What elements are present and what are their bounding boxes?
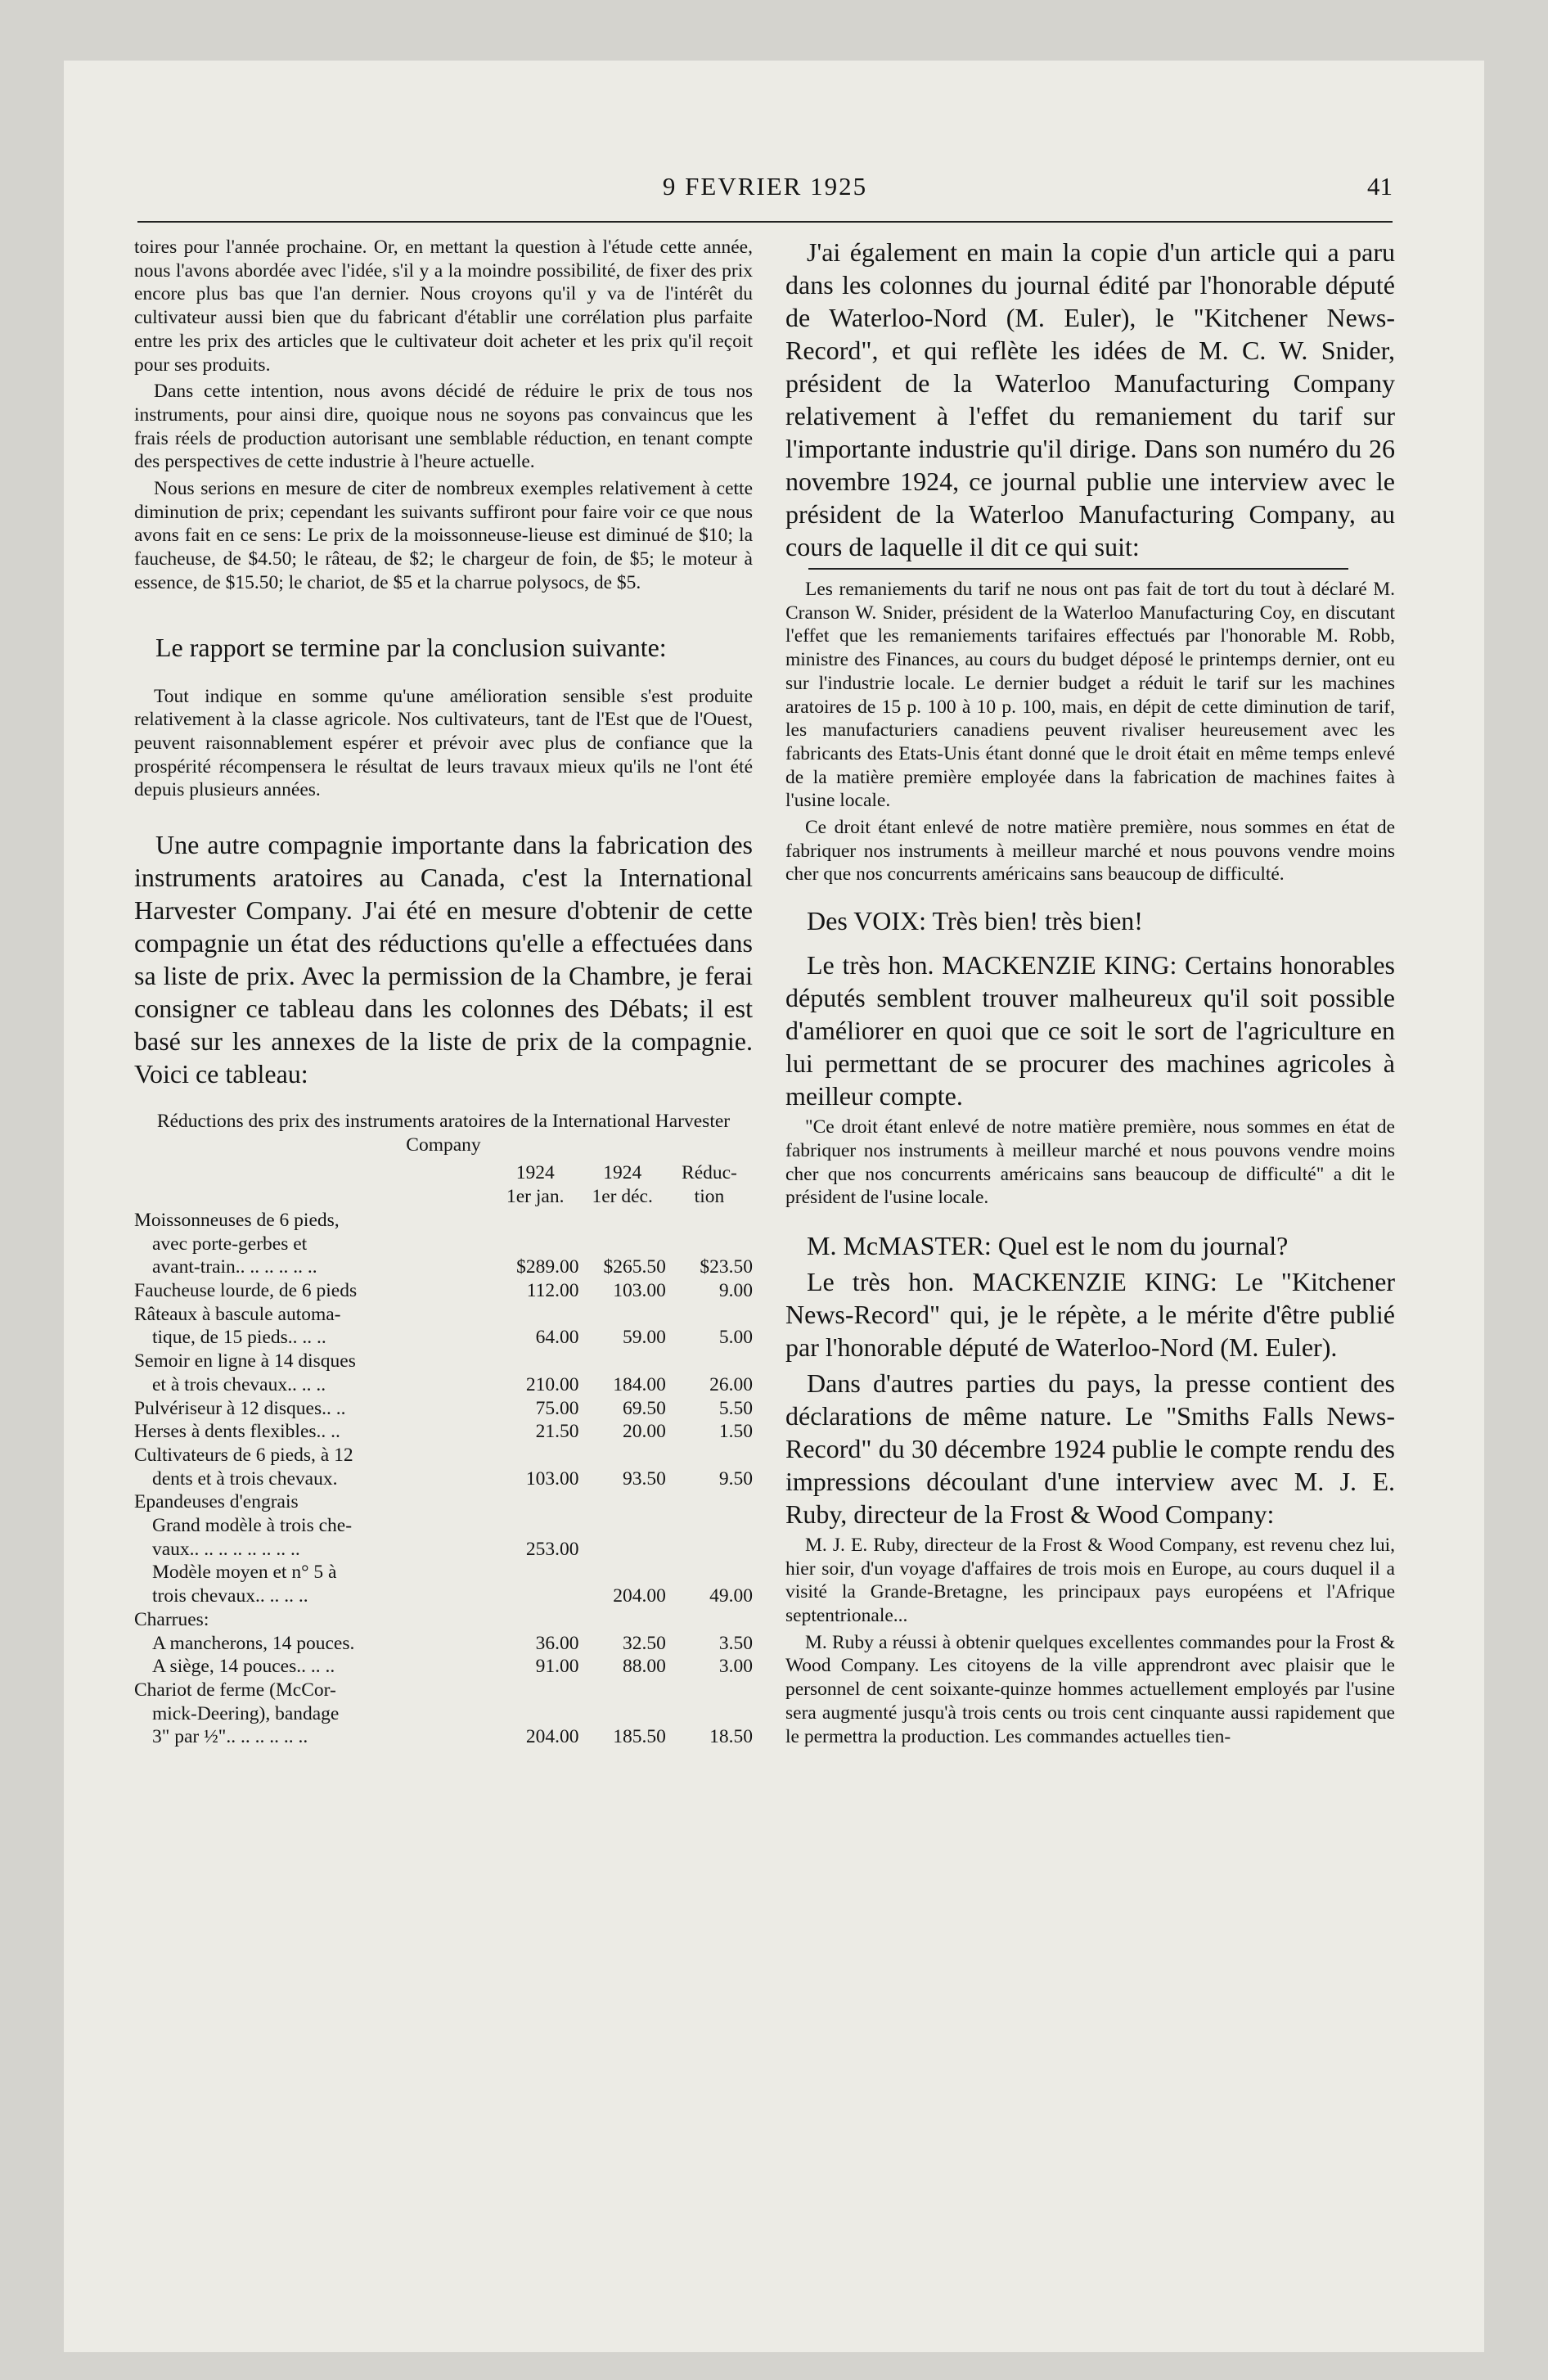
- table-body: [134, 1209, 753, 1749]
- table-cell-item: mick-Deering), bandage: [152, 1702, 340, 1724]
- table-cell-item: Râteaux à bascule automa-: [134, 1303, 341, 1325]
- right-paragraph-1: J'ai également en main la copie d'un article qui a paru dans les colonnes du journal édité par l'honorable député de Waterloo-Nord (M. Euler), le "Kitchener News-Record", et qui reflète les idées de M. C. W. Snider, président de la Waterloo Manufacturing Company relativement à l'effet du remaniement du tarif sur l'importante industrie qu'il dirige. Dans son numéro du 26 novembre 1924, ce journal publie une interview avec le président de la Waterloo Manufacturing Company, au cours de laquelle il dit ce qui suit:: [785, 237, 1395, 561]
- table-row: [134, 1373, 753, 1397]
- table-row: [134, 1279, 753, 1303]
- table-cell-value: [666, 1209, 753, 1233]
- table-row: [134, 1608, 753, 1632]
- table-header-row: [134, 1161, 753, 1208]
- table-row: [134, 1561, 753, 1584]
- table-cell-value: $23.50: [700, 1256, 753, 1278]
- table-cell-value: [666, 1514, 753, 1538]
- table-cell-value: 88.00: [623, 1656, 666, 1678]
- table-cell-value: 3.00: [718, 1656, 753, 1678]
- table-cell-item: 3" par ½".. .. .. .. .. ..: [152, 1726, 308, 1748]
- table-cell-value: 253.00: [525, 1538, 579, 1560]
- table-cell-item: Chariot de ferme (McCor-: [134, 1679, 336, 1701]
- table-cell-value: 5.00: [718, 1327, 753, 1349]
- table-cell-value: [492, 1561, 578, 1584]
- table-cell-value: 184.00: [613, 1373, 666, 1395]
- table-header-reduction: [666, 1161, 753, 1208]
- table-cell-value: 59.00: [623, 1327, 666, 1349]
- table-header-blank: [134, 1161, 492, 1208]
- table-row: [134, 1538, 753, 1562]
- table-cell-value: 5.50: [718, 1397, 753, 1419]
- table-row: [134, 1420, 753, 1444]
- table-cell-value: [666, 1702, 753, 1726]
- table-cell-item: Moissonneuses de 6 pieds,: [134, 1209, 340, 1231]
- right-paragraph-mcmaster: M. McMASTER: Quel est le nom du journal?: [807, 1230, 1289, 1260]
- table-cell-item: vaux.. .. .. .. .. .. .. ..: [152, 1538, 300, 1560]
- table-cell-value: [666, 1561, 753, 1584]
- table-cell-value: 75.00: [535, 1397, 579, 1419]
- left-paragraph-3: Nous serions en mesure de citer de nombreux exemples relativement à cette diminution de prix; cependant les suivants suffiront pour faire voir ce que nous avons fait en ce sens: Le prix de la moissonneuse-lieuse est diminué de $10; la faucheuse, de $4.50; le râteau, de $2; le chargeur de foin, de $5; le moteur à essence, de $15.50; le chariot, de $5 et la charrue polysocs, de $5.: [134, 478, 753, 593]
- table-cell-value: [492, 1233, 578, 1256]
- table-cell-item: trois chevaux.. .. .. ..: [152, 1585, 308, 1607]
- spacer: [134, 1093, 753, 1105]
- right-quote-4: M. J. E. Ruby, directeur de la Frost & Wood Company, est revenu chez lui, hier soir, d'un voyage d'affaires de trois mois en Europe, au cours duquel il a visité la Grande-Bretagne, les principaux pays européens et l'Afrique septentrionale...: [785, 1534, 1395, 1627]
- page-number: 41: [1367, 172, 1393, 201]
- table-row: [134, 1702, 753, 1726]
- table-cell-value: 26.00: [709, 1373, 753, 1395]
- table-cell-item: Faucheuse lourde, de 6 pieds: [134, 1279, 358, 1301]
- table-cell-item: et à trois chevaux.. .. ..: [152, 1373, 326, 1395]
- table-cell-value: 36.00: [535, 1632, 579, 1654]
- table-row: [134, 1584, 753, 1608]
- table-cell-value: 204.00: [613, 1585, 666, 1607]
- table-cell-item: dents et à trois chevaux.: [152, 1467, 338, 1490]
- table-row: [134, 1444, 753, 1467]
- table-cell-value: [578, 1561, 665, 1584]
- header-dec-date: 1er déc.: [592, 1186, 653, 1208]
- table-cell-value: 103.00: [613, 1279, 666, 1301]
- right-column: [785, 236, 1395, 2319]
- right-quote-1: Les remaniements du tarif ne nous ont pas fait de tort du tout à déclaré M. Cranson W. Snider, président de la Waterloo Manufacturing Coy, en discutant l'effet que les remaniements tarifaires effectués par l'honorable M. Robb, ministre des Finances, au cours du budget déposé le printemps dernier, ont eu sur l'industrie locale. Le dernier budget a réduit le tarif sur les machines aratoires de 15 p. 100 à 10 p. 100, mais, en dépit de cette diminution de tarif, les manufacturiers canadiens peuvent rivaliser heureusement avec les fabricants des Etats-Unis étant donné que le droit était en même temps enlevé de la matière première employée dans la fabrication de machines faites à l'usine locale.: [785, 579, 1395, 812]
- left-paragraph-2: Dans cette intention, nous avons décidé de réduire le prix de tous nos instruments, pour ainsi dire, quoique nous ne soyons pas convaincus que les frais réels de production autorisant une semblable réduction, en tenant compte des perspectives de cette industrie à l'heure actuelle.: [134, 381, 753, 473]
- table-cell-value: [666, 1538, 753, 1562]
- table-cell-value: [578, 1679, 665, 1702]
- table-cell-value: 1.50: [718, 1421, 753, 1443]
- table-row: [134, 1632, 753, 1656]
- table-header-jan: [492, 1161, 578, 1208]
- table-cell-value: 103.00: [525, 1467, 579, 1490]
- table-cell-value: [578, 1538, 665, 1562]
- left-column: [134, 236, 753, 2319]
- table-cell-item: avec porte-gerbes et: [152, 1233, 308, 1255]
- table-row: [134, 1467, 753, 1491]
- table-cell-item: Cultivateurs de 6 pieds, à 12: [134, 1444, 353, 1466]
- table-header-dec: [578, 1161, 665, 1208]
- page-header: [137, 172, 1393, 205]
- table-cell-item: Modèle moyen et n° 5 à: [152, 1562, 337, 1584]
- table-cell-value: [666, 1350, 753, 1373]
- table-cell-item: avant-train.. .. .. .. .. ..: [152, 1256, 317, 1278]
- table-cell-value: [492, 1350, 578, 1373]
- table-cell-value: [578, 1514, 665, 1538]
- table-cell-value: 210.00: [525, 1373, 579, 1395]
- table-row: [134, 1655, 753, 1679]
- table-cell-value: [666, 1444, 753, 1467]
- spacer: [134, 667, 753, 685]
- table-cell-value: 93.50: [623, 1467, 666, 1490]
- price-reductions-table: [134, 1161, 753, 1749]
- table-cell-value: 3.50: [718, 1632, 753, 1654]
- left-paragraph-4: Le rapport se termine par la conclusion suivante:: [155, 632, 667, 662]
- header-jan-date: 1er jan.: [506, 1186, 565, 1208]
- table-cell-value: [578, 1702, 665, 1726]
- right-paragraph-press: Dans d'autres parties du pays, la presse contient des déclarations de même nature. Le "Smiths Falls News-Record" du 30 décembre 1924 publie le compte rendu des impressions découlant d'une interview avec M. J. E. Ruby, directeur de la Frost & Wood Company:: [785, 1368, 1395, 1529]
- spacer: [785, 890, 1395, 904]
- table-cell-value: [492, 1702, 578, 1726]
- left-paragraph-6: Une autre compagnie importante dans la fabrication des instruments aratoires au Canada, c'est la International Harvester Company. J'ai été en mesure d'obtenir de cette compagnie un état des réductions qu'elle a effectuées dans sa liste de prix. Avec la permission de la Chambre, je ferai consigner ce tableau dans les colonnes des Débats; il est basé sur les annexes de la liste de prix de la compagnie. Voici ce tableau:: [134, 830, 753, 1089]
- table-cell-value: [578, 1350, 665, 1373]
- right-quote-2: Ce droit étant enlevé de notre matière première, nous sommes en état de fabriquer nos instruments à meilleur marché et nous pouvons vendre moins cher que nos concurrents américains sans beaucoup de difficulté.: [785, 817, 1395, 886]
- right-paragraph-king-2: Le très hon. MACKENZIE KING: Le "Kitchener News-Record" qui, je le répète, a le mérite d'être publié par l'honorable député de Waterloo-Nord (M. Euler).: [785, 1266, 1395, 1362]
- table-cell-item: Pulvériseur à 12 disques.. ..: [134, 1397, 346, 1419]
- table-cell-value: [492, 1679, 578, 1702]
- table-cell-item: A mancherons, 14 pouces.: [152, 1632, 355, 1654]
- table-cell-value: [578, 1233, 665, 1256]
- table-cell-value: 69.50: [623, 1397, 666, 1419]
- table-header: [134, 1161, 753, 1208]
- spacer: [785, 940, 1395, 949]
- table-row: [134, 1514, 753, 1538]
- right-paragraph-king-1: Le très hon. MACKENZIE KING: Certains honorables députés semblent trouver malheureux qu'il soit possible d'améliorer en quoi que ce soit le sort de l'agriculture en lui permettant de se procurer des machines agricoles à meilleur compte.: [785, 950, 1395, 1111]
- table-cell-value: [666, 1233, 753, 1256]
- table-cell-value: [666, 1679, 753, 1702]
- table-cell-value: 204.00: [525, 1726, 579, 1748]
- table-cell-item: A siège, 14 pouces.. .. ..: [152, 1656, 335, 1678]
- table-row: [134, 1255, 753, 1279]
- table-row: [134, 1397, 753, 1421]
- table-row: [134, 1233, 753, 1256]
- table-cell-item: Epandeuses d'engrais: [134, 1491, 299, 1513]
- table-row: [134, 1326, 753, 1350]
- spacer: [134, 805, 753, 828]
- table-row: [134, 1350, 753, 1373]
- left-paragraph-5: Tout indique en somme qu'une amélioration sensible s'est produite relativement à la classe agricole. Nos cultivateurs, tant de l'Est que de l'Ouest, peuvent raisonnablement espérer et prévoir avec plus de confiance que la prospérité récompensera le résultat de leurs travaux mieux qu'ils ne l'ont été depuis plusieurs années.: [134, 685, 753, 801]
- header-dec-year: 1924: [603, 1162, 642, 1184]
- table-cell-value: 9.50: [718, 1467, 753, 1490]
- table-cell-value: 32.50: [623, 1632, 666, 1654]
- table-cell-value: 91.00: [535, 1656, 579, 1678]
- table-cell-item: Grand modèle à trois che-: [152, 1515, 353, 1537]
- table-cell-value: [492, 1490, 578, 1514]
- table-row: [134, 1725, 753, 1749]
- table-cell-value: [578, 1303, 665, 1327]
- header-jan-year: 1924: [515, 1162, 555, 1184]
- left-paragraph-1: toires pour l'année prochaine. Or, en mettant la question à l'étude cette année, nous l'avons abordée avec l'idée, s'il y a la moindre possibilité, de fixer des prix encore plus bas que l'an dernier. Nous croyons qu'il y va de l'intérêt du cultivateur aussi bien que du fabricant d'établir une corrélation plus parfaite entre les prix des articles que le cultivateur doit acheter et les prix qu'il reçoit pour ses produits.: [134, 237, 753, 376]
- table-cell-value: 18.50: [709, 1726, 753, 1748]
- table-row: [134, 1303, 753, 1327]
- table-cell-value: [666, 1608, 753, 1632]
- table-row: [134, 1209, 753, 1233]
- quote-rule: [808, 568, 1348, 570]
- table-caption: Réductions des prix des instruments aratoires de la International Harvester Company: [156, 1111, 731, 1156]
- table-cell-value: [492, 1514, 578, 1538]
- table-cell-value: 64.00: [535, 1327, 579, 1349]
- table-cell-value: 49.00: [709, 1585, 753, 1607]
- table-cell-value: [578, 1490, 665, 1514]
- table-cell-value: [492, 1444, 578, 1467]
- header-reduction-1: Réduc-: [682, 1162, 737, 1184]
- table-cell-value: 9.00: [718, 1279, 753, 1301]
- table-cell-value: [578, 1444, 665, 1467]
- table-cell-item: tique, de 15 pieds.. .. ..: [152, 1327, 326, 1349]
- header-reduction-2: tion: [694, 1186, 725, 1208]
- table-cell-value: 185.50: [613, 1726, 666, 1748]
- spacer: [134, 598, 753, 631]
- table-row: [134, 1679, 753, 1702]
- table-cell-value: [578, 1209, 665, 1233]
- table-row: [134, 1490, 753, 1514]
- table-cell-value: $289.00: [516, 1256, 579, 1278]
- page-date-title: 9 FEVRIER 1925: [662, 172, 868, 201]
- table-cell-item: Charrues:: [134, 1608, 209, 1630]
- table-cell-value: $265.50: [603, 1256, 666, 1278]
- table-cell-value: [666, 1303, 753, 1327]
- table-cell-value: [492, 1608, 578, 1632]
- right-quote-3: "Ce droit étant enlevé de notre matière première, nous sommes en état de fabriquer nos instruments à meilleur marché et nous pouvons vendre moins cher que nos concurrents américains sans beaucoup de difficulté" a dit le président de l'usine locale.: [785, 1116, 1395, 1209]
- table-cell-item: Herses à dents flexibles.. ..: [134, 1421, 340, 1443]
- table-cell-value: [492, 1584, 578, 1608]
- right-quote-5: M. Ruby a réussi à obtenir quelques excellentes commandes pour la Frost & Wood Company. Les citoyens de la ville apprendront avec plaisir que le personnel de cent soixante-quinze hommes actuellement employés par l'usine sera augmenté jusqu'à trois cents ou trois cent cinquante aussi rapidement que le permettra la production. Les commandes actuelles tien-: [785, 1631, 1395, 1747]
- spacer: [785, 1213, 1395, 1229]
- header-rule: [137, 221, 1393, 223]
- right-paragraph-voices: Des VOIX: Très bien! très bien!: [807, 906, 1143, 936]
- table-cell-value: [578, 1608, 665, 1632]
- table-cell-value: [492, 1209, 578, 1233]
- table-cell-value: 20.00: [623, 1421, 666, 1443]
- table-cell-value: [666, 1490, 753, 1514]
- table-cell-value: 112.00: [526, 1279, 579, 1301]
- table-cell-value: 21.50: [535, 1421, 579, 1443]
- table-cell-value: [492, 1303, 578, 1327]
- table-cell-item: Semoir en ligne à 14 disques: [134, 1350, 356, 1373]
